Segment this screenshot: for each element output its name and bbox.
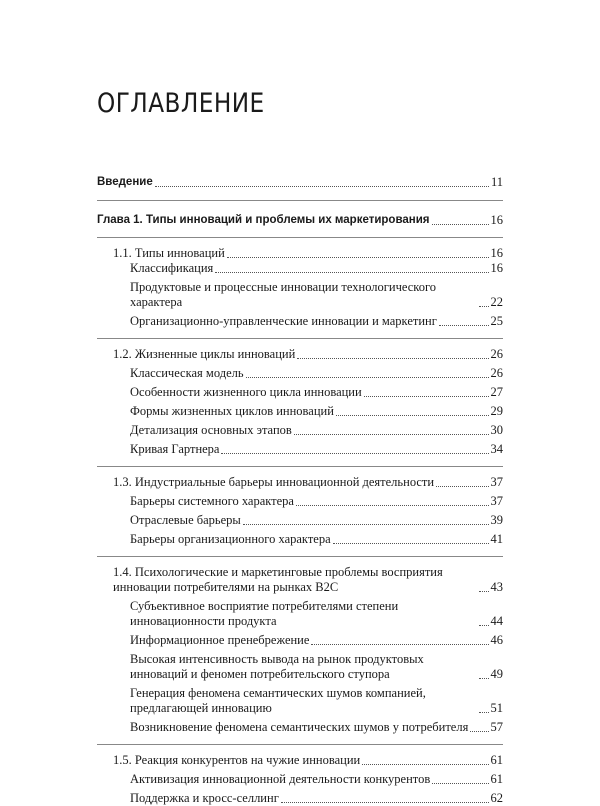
toc-entry-text: Барьеры организационного характера bbox=[130, 532, 331, 546]
divider bbox=[97, 237, 503, 238]
page-title: ОГЛАВЛЕНИЕ bbox=[97, 88, 265, 119]
toc-entry-text: Продуктовые и процессные инновации технологического характера bbox=[130, 280, 437, 309]
dot-leader bbox=[227, 257, 489, 258]
toc-page-number: 41 bbox=[490, 532, 503, 546]
toc-item[interactable] bbox=[130, 280, 503, 310]
toc-page-number: 44 bbox=[490, 614, 503, 628]
dot-leader bbox=[215, 272, 488, 273]
dot-leader bbox=[436, 486, 488, 487]
toc-section-1-3[interactable] bbox=[113, 475, 503, 490]
dot-leader bbox=[333, 543, 489, 544]
toc-entry-text: Высокая интенсивность вывода на рынок продуктовых инноваций и феномен потребительского ступора bbox=[130, 652, 424, 681]
toc-item[interactable] bbox=[130, 314, 503, 329]
toc-page-number: 62 bbox=[490, 791, 503, 805]
toc-entry-text: Классификация bbox=[130, 261, 214, 275]
toc-page-number: 61 bbox=[490, 753, 503, 767]
toc-page-number: 57 bbox=[490, 720, 503, 734]
dot-leader bbox=[432, 224, 489, 225]
dot-leader bbox=[439, 325, 489, 326]
toc-section-1-4[interactable] bbox=[113, 565, 503, 595]
toc-page-number: 34 bbox=[490, 442, 503, 456]
toc-entry-text: Кривая Гартнера bbox=[130, 442, 220, 456]
dot-leader bbox=[479, 678, 489, 679]
toc-section-1-2[interactable] bbox=[113, 347, 503, 362]
toc-page-number: 37 bbox=[490, 475, 503, 489]
toc-page-number: 22 bbox=[490, 295, 503, 309]
toc-item[interactable] bbox=[130, 532, 503, 547]
toc-entry-text: Генерация феномена семантических шумов компанией, предлагающей инновацию bbox=[130, 686, 426, 715]
toc-item[interactable] bbox=[130, 423, 503, 438]
toc-page-number: 26 bbox=[490, 366, 503, 380]
toc-entry-text: Классическая модель bbox=[130, 366, 244, 380]
toc-entry-text: Введение bbox=[97, 176, 153, 188]
table-of-contents bbox=[97, 173, 503, 806]
toc-entry-text: 1.2. Жизненные циклы инноваций bbox=[113, 347, 296, 361]
toc-page-number: 29 bbox=[490, 404, 503, 418]
toc-section-1-5[interactable] bbox=[113, 753, 503, 768]
dot-leader bbox=[155, 186, 489, 187]
toc-entry-text: 1.5. Реакция конкурентов на чужие инновации bbox=[113, 753, 361, 767]
divider bbox=[97, 556, 503, 557]
divider bbox=[97, 466, 503, 467]
dot-leader bbox=[364, 396, 489, 397]
dot-leader bbox=[479, 712, 489, 713]
toc-page-number: 26 bbox=[490, 347, 503, 361]
toc-entry-intro[interactable] bbox=[97, 175, 503, 190]
toc-entry-text: Организационно-управленческие инновации и маркетинг bbox=[130, 314, 437, 328]
toc-entry-text: Барьеры системного характера bbox=[130, 494, 294, 508]
dot-leader bbox=[296, 505, 489, 506]
toc-page-number: 51 bbox=[490, 701, 503, 715]
dot-leader bbox=[432, 783, 488, 784]
divider bbox=[97, 200, 503, 201]
toc-page-number: 46 bbox=[490, 633, 503, 647]
toc-page-number: 61 bbox=[490, 772, 503, 786]
toc-item[interactable] bbox=[130, 494, 503, 509]
toc-item[interactable] bbox=[130, 366, 503, 381]
divider bbox=[97, 744, 503, 745]
toc-page-number: 49 bbox=[490, 667, 503, 681]
toc-page-number: 39 bbox=[490, 513, 503, 527]
toc-item[interactable] bbox=[130, 633, 503, 648]
toc-entry-text: Субъективное восприятие потребителями степени инновационности продукта bbox=[130, 599, 399, 628]
toc-item[interactable] bbox=[130, 772, 503, 787]
toc-item[interactable] bbox=[130, 720, 503, 735]
dot-leader bbox=[297, 358, 488, 359]
dot-leader bbox=[311, 644, 488, 645]
toc-entry-text: 1.1. Типы инноваций bbox=[113, 246, 225, 260]
toc-page-number: 43 bbox=[490, 580, 503, 594]
toc-page-number: 30 bbox=[490, 423, 503, 437]
toc-entry-text: 1.4. Психологические и маркетинговые проблемы восприятия инновации потребителями на рынках B2C bbox=[113, 565, 443, 594]
dot-leader bbox=[243, 524, 489, 525]
toc-item[interactable] bbox=[130, 791, 503, 806]
toc-section-1-1[interactable] bbox=[113, 246, 503, 261]
toc-entry-text: Особенности жизненного цикла инновации bbox=[130, 385, 362, 399]
toc-entry-text: Возникновение феномена семантических шумов у потребителя bbox=[130, 720, 469, 734]
divider bbox=[97, 338, 503, 339]
dot-leader bbox=[281, 802, 489, 803]
dot-leader bbox=[362, 764, 488, 765]
toc-entry-chapter-1[interactable] bbox=[97, 213, 503, 228]
toc-item[interactable] bbox=[130, 652, 503, 682]
toc-item[interactable] bbox=[130, 404, 503, 419]
toc-page-number: 27 bbox=[490, 385, 503, 399]
dot-leader bbox=[221, 453, 488, 454]
toc-page-number: 11 bbox=[490, 175, 503, 189]
toc-entry-text: Отраслевые барьеры bbox=[130, 513, 241, 527]
toc-item[interactable] bbox=[130, 513, 503, 528]
dot-leader bbox=[470, 731, 488, 732]
dot-leader bbox=[479, 591, 489, 592]
toc-entry-text: Формы жизненных циклов инноваций bbox=[130, 404, 334, 418]
toc-item[interactable] bbox=[130, 261, 503, 276]
toc-item[interactable] bbox=[130, 686, 503, 716]
dot-leader bbox=[246, 377, 489, 378]
toc-entry-text: Глава 1. Типы инноваций и проблемы их маркетирования bbox=[97, 214, 430, 226]
toc-entry-text: Поддержка и кросс-селлинг bbox=[130, 791, 279, 805]
dot-leader bbox=[479, 306, 489, 307]
toc-page-number: 16 bbox=[490, 246, 503, 260]
toc-entry-text: Информационное пренебрежение bbox=[130, 633, 310, 647]
toc-item[interactable] bbox=[130, 442, 503, 457]
toc-entry-text: 1.3. Индустриальные барьеры инновационной деятельности bbox=[113, 475, 435, 489]
toc-entry-text: Активизация инновационной деятельности конкурентов bbox=[130, 772, 431, 786]
toc-page-number: 16 bbox=[490, 261, 503, 275]
toc-item[interactable] bbox=[130, 599, 503, 629]
dot-leader bbox=[336, 415, 489, 416]
toc-page-number: 16 bbox=[490, 213, 503, 227]
dot-leader bbox=[294, 434, 489, 435]
toc-page-number: 25 bbox=[490, 314, 503, 328]
toc-entry-text: Детализация основных этапов bbox=[130, 423, 292, 437]
toc-item[interactable] bbox=[130, 385, 503, 400]
toc-page-number: 37 bbox=[490, 494, 503, 508]
dot-leader bbox=[479, 625, 489, 626]
